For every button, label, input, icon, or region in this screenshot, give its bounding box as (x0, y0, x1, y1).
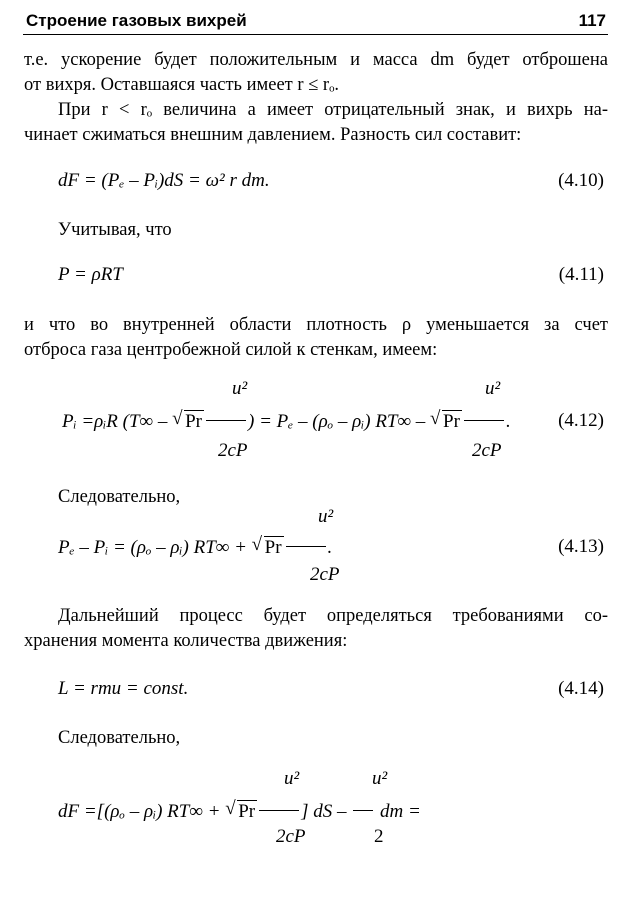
equation-part: . (505, 411, 511, 432)
text-line: отброса газа центробежной силой к стенкам, имеем: (24, 340, 438, 360)
page-number: 117 (578, 11, 606, 30)
paragraph-7 (24, 726, 608, 751)
text-line (24, 485, 608, 510)
text-line: т.е. ускорение будет положительным и масса dm будет отброшена (24, 50, 608, 70)
text-line: от вихря. Оставшаяся часть имеет r ≤ rₒ. (24, 75, 340, 95)
equation-number-4-11: (4.11) (558, 264, 604, 285)
equation-part: Pₑ – Pᵢ = (ρₒ – ρᵢ) RT∞ + (58, 537, 252, 558)
equation-part: dF =[(ρₒ – ρᵢ) RT∞ + (58, 801, 226, 822)
paragraph-1 (24, 48, 608, 98)
text-line-content: Следовательно, (58, 728, 181, 748)
equation-4-10: dF = (Pₑ – Pᵢ)dS = ω² r dm. (58, 170, 270, 191)
chapter-title: Строение газовых вихрей (26, 11, 247, 30)
text-line-content: Учитывая, что (58, 220, 172, 240)
text-line (24, 726, 608, 751)
equation-number-4-13: (4.13) (558, 536, 604, 557)
fraction-bar (353, 810, 373, 811)
paragraph-6 (24, 604, 608, 654)
text-line (24, 98, 608, 123)
fraction-bar (259, 810, 299, 811)
equation-part: . (327, 537, 333, 558)
equation-4-14: L = rmu = const. (58, 678, 189, 699)
fraction-numerator: u² (372, 768, 388, 789)
running-header (23, 8, 608, 35)
fraction-denominator: 2 (374, 826, 384, 847)
sqrt-symbol: √ Pr (264, 536, 284, 559)
sqrt-symbol: √ Pr (184, 410, 204, 433)
text-line (24, 218, 608, 243)
text-line-content: Дальнейший процесс будет определяться требованиями со- (58, 606, 608, 626)
text-line: и что во внутренней области плотность ρ уменьшается за счет (24, 315, 608, 335)
text-line: чинает сжиматься внешним давлением. Разность сил составит: (24, 125, 522, 145)
fraction-denominator: 2cP (276, 826, 306, 847)
equation-part: ] dS – (301, 801, 352, 822)
equation-part: Pᵢ =ρᵢR (T∞ – (62, 411, 173, 432)
equation-number-4-12: (4.12) (558, 410, 604, 431)
equation-part: dm = (375, 801, 421, 822)
fraction-bar (206, 420, 246, 421)
fraction-numerator: u² (485, 378, 501, 399)
fraction-numerator: u² (232, 378, 248, 399)
equation-part: ) = Pₑ – (ρₒ – ρᵢ) RT∞ – (248, 411, 431, 432)
paragraph-2 (24, 98, 608, 148)
fraction-numerator: u² (284, 768, 300, 789)
equation-4-11: P = ρRT (58, 264, 123, 285)
equation-number-4-10: (4.10) (558, 170, 604, 191)
sqrt-symbol: √ Pr (442, 410, 462, 433)
equation-number-4-14: (4.14) (558, 678, 604, 699)
equation-4-15 (58, 800, 421, 823)
text-line (24, 604, 608, 629)
paragraph-4 (24, 313, 608, 363)
equation-4-13 (58, 536, 332, 559)
fraction-denominator: 2cP (310, 564, 340, 585)
paragraph-3 (24, 218, 608, 243)
sqrt-symbol: √ Pr (237, 800, 257, 823)
equation-4-12 (62, 410, 511, 433)
text-line: хранения момента количества движения: (24, 631, 348, 651)
fraction-bar (464, 420, 504, 421)
text-line-content: При r < rₒ величина a имеет отрицательный знак, и вихрь на- (58, 100, 608, 120)
fraction-numerator: u² (318, 506, 334, 527)
fraction-bar (286, 546, 326, 547)
text-line-content: Следовательно, (58, 487, 181, 507)
fraction-denominator: 2cP (472, 440, 502, 461)
paragraph-5 (24, 485, 608, 510)
fraction-denominator: 2cP (218, 440, 248, 461)
